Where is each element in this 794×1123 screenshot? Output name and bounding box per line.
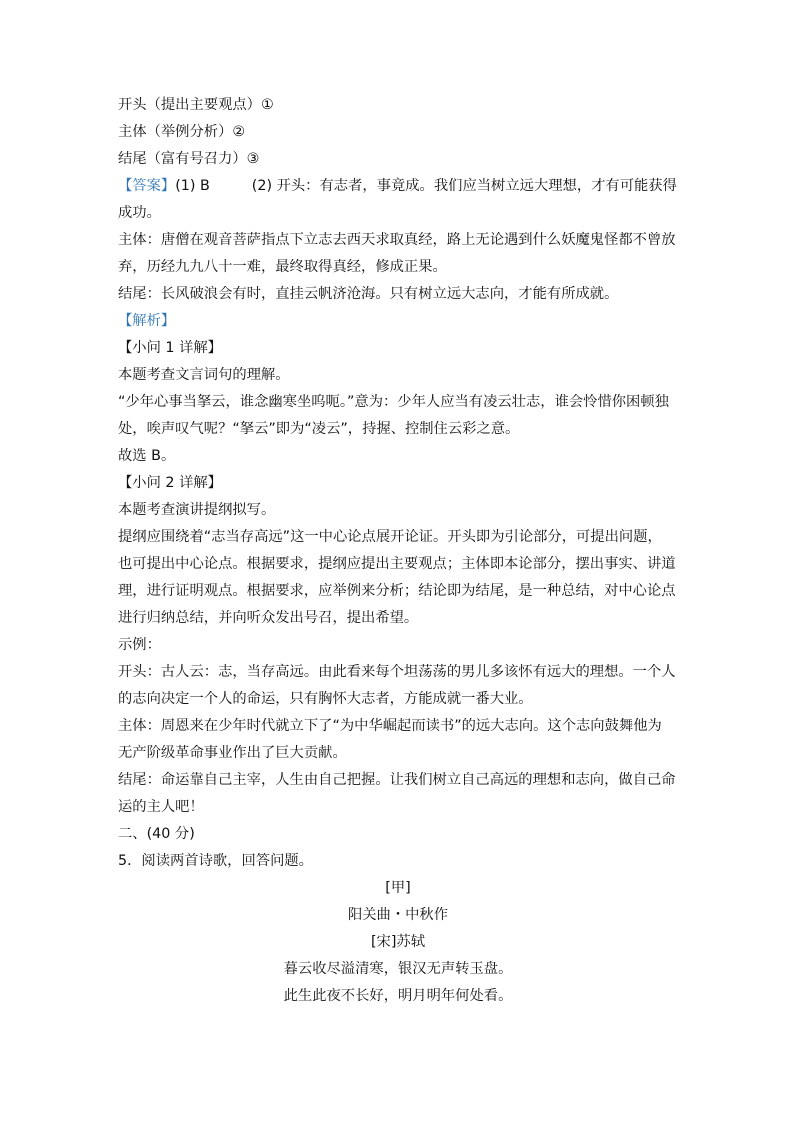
- poem-line: 暮云收尽溢清寒，银汉无声转玉盘。: [283, 961, 513, 977]
- poem-label: [甲]: [385, 880, 411, 896]
- subq2-text: 理，进行证明观点。根据要求，应举例来分析；结论即为结尾，是一种总结，对中心论点: [118, 583, 676, 599]
- outline-opening: 开头（提出主要观点）①: [118, 97, 274, 113]
- poem-line: 此生此夜不长好，明月明年何处看。: [283, 988, 513, 1004]
- question-5: 5．阅读两首诗歌，回答问题。: [118, 853, 313, 869]
- subq2-heading: 【小问 2 详解】: [118, 475, 222, 491]
- subq2-text: 也可提出中心论点。根据要求，提纲应提出主要观点；主体即本论部分，摆出事实、讲道: [118, 556, 676, 572]
- subq1-text: 本题考查文言词句的理解。: [118, 367, 290, 383]
- analysis-tag: 【解析】: [118, 313, 176, 329]
- poem-author: [宋]苏轼: [370, 934, 426, 950]
- analysis-tag-line: [118, 308, 678, 335]
- poem-title: 阳关曲・中秋作: [347, 907, 449, 923]
- answer-tag: 【答案】: [118, 178, 176, 194]
- example-body: 无产阶级革命事业作出了巨大贡献。: [118, 745, 347, 761]
- example-opening: 的志向决定一个人的命运，只有胸怀大志者，方能成就一番大业。: [118, 691, 533, 707]
- outline-body: 主体（举例分析）②: [118, 124, 246, 140]
- answer-line: 【答案】(1) B (2) 开头：有志者，事竟成。我们应当树立远大理想，才有可能获得: [118, 178, 677, 194]
- subq2-text: 本题考查演讲提纲拟写。: [118, 502, 276, 518]
- section-heading: 二、(40 分): [118, 826, 195, 842]
- subq2-text: 提纲应围绕着“志当存高远”这一中心论点展开论证。开头即为引论部分，可提出问题，: [118, 529, 662, 545]
- document-body: [118, 92, 678, 1010]
- example-opening: 开头：古人云：志，当存高远。由此看来每个坦荡荡的男儿多该怀有远大的理想。一个人: [118, 664, 676, 680]
- answer-body: 弃，历经九九八十一难，最终取得真经，修成正果。: [118, 259, 447, 275]
- outline-ending: 结尾（富有号召力）③: [118, 151, 260, 167]
- answer-ending: 结尾：长风破浪会有时，直挂云帆济沧海。只有树立远大志向，才能有所成就。: [118, 286, 619, 302]
- answer-line: 成功。: [118, 205, 161, 221]
- example-body: 主体：周恩来在少年时代就立下了“为中华崛起而读书”的远大志向。这个志向鼓舞他为: [118, 718, 662, 734]
- subq1-heading: 【小问 1 详解】: [118, 340, 222, 356]
- example-ending: 结尾：命运靠自己主宰，人生由自己把握。让我们树立自己高远的理想和志向，做自己命: [118, 772, 676, 788]
- example-label: 示例：: [118, 637, 161, 653]
- subq2-text: 进行归纳总结，并向听众发出号召，提出希望。: [118, 610, 419, 626]
- subq1-text: 处，唉声叹气呢？“拏云”即为“凌云”，持握、控制住云彩之意。: [118, 421, 520, 437]
- subq1-choice: 故选 B。: [118, 448, 176, 464]
- answer-body: 主体：唐僧在观音菩萨指点下立志去西天求取真经，路上无论遇到什么妖魔鬼怪都不曾放: [118, 232, 676, 248]
- subq1-text: “少年心事当拏云，谁念幽寒坐呜呃。”意为：少年人应当有凌云壮志，谁会怜惜你困顿独: [118, 394, 669, 410]
- example-ending: 运的主人吧！: [118, 799, 204, 815]
